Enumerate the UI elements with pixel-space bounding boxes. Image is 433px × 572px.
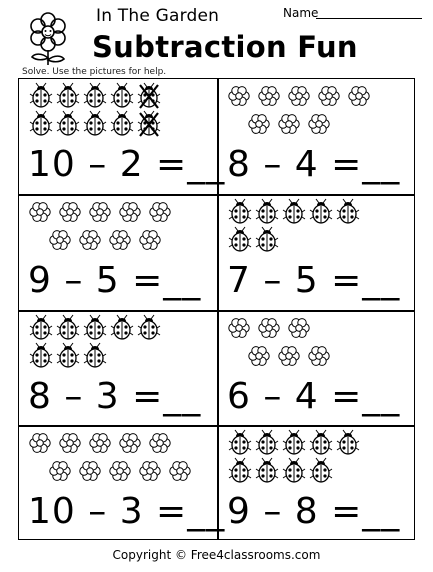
ladybug-picture-group — [217, 194, 415, 258]
ladybug-icon — [138, 315, 160, 339]
ladybug-icon — [84, 83, 106, 107]
flower-icon — [289, 319, 309, 338]
ladybug-icon — [138, 83, 160, 108]
problem-cell-8 — [217, 425, 415, 540]
ladybug-icon — [283, 430, 305, 454]
ladybug-icon — [310, 199, 332, 223]
flower-icon — [229, 319, 249, 338]
ladybug-icon — [30, 343, 52, 367]
ladybug-icon — [256, 199, 278, 223]
ladybug-icon — [310, 458, 332, 482]
flower-icon — [120, 434, 140, 453]
ladybug-icon — [229, 458, 251, 482]
ladybug-icon — [57, 343, 79, 367]
flower-icon — [150, 434, 170, 453]
instructions-text: Solve. Use the pictures for help. — [22, 67, 167, 77]
ladybug-icon — [57, 111, 79, 135]
subtraction-equation[interactable]: 8 – 3 =__ — [28, 376, 202, 417]
problem-cell-2 — [217, 78, 415, 193]
flower-icon — [289, 87, 309, 106]
flower-icon — [90, 434, 110, 453]
flower-picture-group — [217, 78, 415, 142]
flower-icon — [80, 462, 100, 481]
ladybug-icon — [84, 343, 106, 367]
flower-picture-group — [18, 194, 216, 258]
ladybug-icon — [84, 315, 106, 339]
ladybug-picture-group — [217, 425, 415, 489]
flower-icon — [259, 87, 279, 106]
problem-cell-1 — [18, 78, 226, 193]
ladybug-icon — [283, 458, 305, 482]
subtraction-equation[interactable]: 10 – 2 =__ — [28, 144, 226, 185]
ladybug-icon — [256, 430, 278, 454]
ladybug-icon — [229, 430, 251, 454]
subtraction-equation[interactable]: 6 – 4 =__ — [227, 376, 401, 417]
ladybug-icon — [111, 111, 133, 135]
ladybug-icon — [111, 83, 133, 107]
flower-icon — [349, 87, 369, 106]
ladybug-icon — [57, 315, 79, 339]
flower-icon — [60, 203, 80, 222]
flower-logo-icon — [22, 10, 74, 66]
ladybug-icon — [138, 111, 160, 136]
problem-cell-7 — [18, 425, 226, 540]
flower-icon — [309, 347, 329, 366]
worksheet-subtitle: In The Garden — [96, 6, 220, 26]
flower-icon — [30, 434, 50, 453]
worksheet-title: Subtraction Fun — [92, 30, 358, 64]
flower-icon — [259, 319, 279, 338]
ladybug-icon — [256, 227, 278, 251]
problem-cell-4 — [217, 194, 415, 309]
flower-icon — [110, 462, 130, 481]
flower-icon — [229, 87, 249, 106]
flower-icon — [170, 462, 190, 481]
name-label: Name — [283, 6, 319, 20]
ladybug-icon — [111, 315, 133, 339]
ladybug-icon — [57, 83, 79, 107]
flower-icon — [150, 203, 170, 222]
name-blank-line[interactable] — [316, 18, 422, 19]
ladybug-picture-group — [18, 310, 216, 374]
flower-icon — [309, 115, 329, 134]
flower-icon — [249, 347, 269, 366]
ladybug-icon — [30, 111, 52, 135]
subtraction-equation[interactable]: 10 – 3 =__ — [28, 491, 226, 532]
copyright-footer: Copyright © Free4classrooms.com — [112, 548, 321, 562]
ladybug-icon — [337, 199, 359, 223]
flower-icon — [60, 434, 80, 453]
flower-icon — [50, 231, 70, 250]
flower-icon — [30, 203, 50, 222]
subtraction-equation[interactable]: 7 – 5 =__ — [227, 260, 401, 301]
subtraction-equation[interactable]: 9 – 8 =__ — [227, 491, 401, 532]
ladybug-picture-group — [18, 78, 216, 142]
problem-cell-5 — [18, 310, 216, 425]
flower-icon — [279, 115, 299, 134]
flower-picture-group — [18, 425, 216, 489]
problem-cell-6 — [217, 310, 415, 425]
flower-icon — [90, 203, 110, 222]
flower-icon — [140, 462, 160, 481]
ladybug-icon — [256, 458, 278, 482]
ladybug-icon — [310, 430, 332, 454]
flower-icon — [249, 115, 269, 134]
ladybug-icon — [283, 199, 305, 223]
ladybug-icon — [30, 83, 52, 107]
subtraction-equation[interactable]: 8 – 4 =__ — [227, 144, 401, 185]
ladybug-icon — [229, 227, 251, 251]
flower-icon — [319, 87, 339, 106]
problem-cell-3 — [18, 194, 216, 309]
subtraction-equation[interactable]: 9 – 5 =__ — [28, 260, 202, 301]
flower-icon — [80, 231, 100, 250]
flower-icon — [120, 203, 140, 222]
flower-icon — [50, 462, 70, 481]
flower-icon — [110, 231, 130, 250]
flower-icon — [140, 231, 160, 250]
flower-picture-group — [217, 310, 415, 374]
ladybug-icon — [30, 315, 52, 339]
flower-icon — [279, 347, 299, 366]
ladybug-icon — [229, 199, 251, 223]
ladybug-icon — [84, 111, 106, 135]
ladybug-icon — [337, 430, 359, 454]
